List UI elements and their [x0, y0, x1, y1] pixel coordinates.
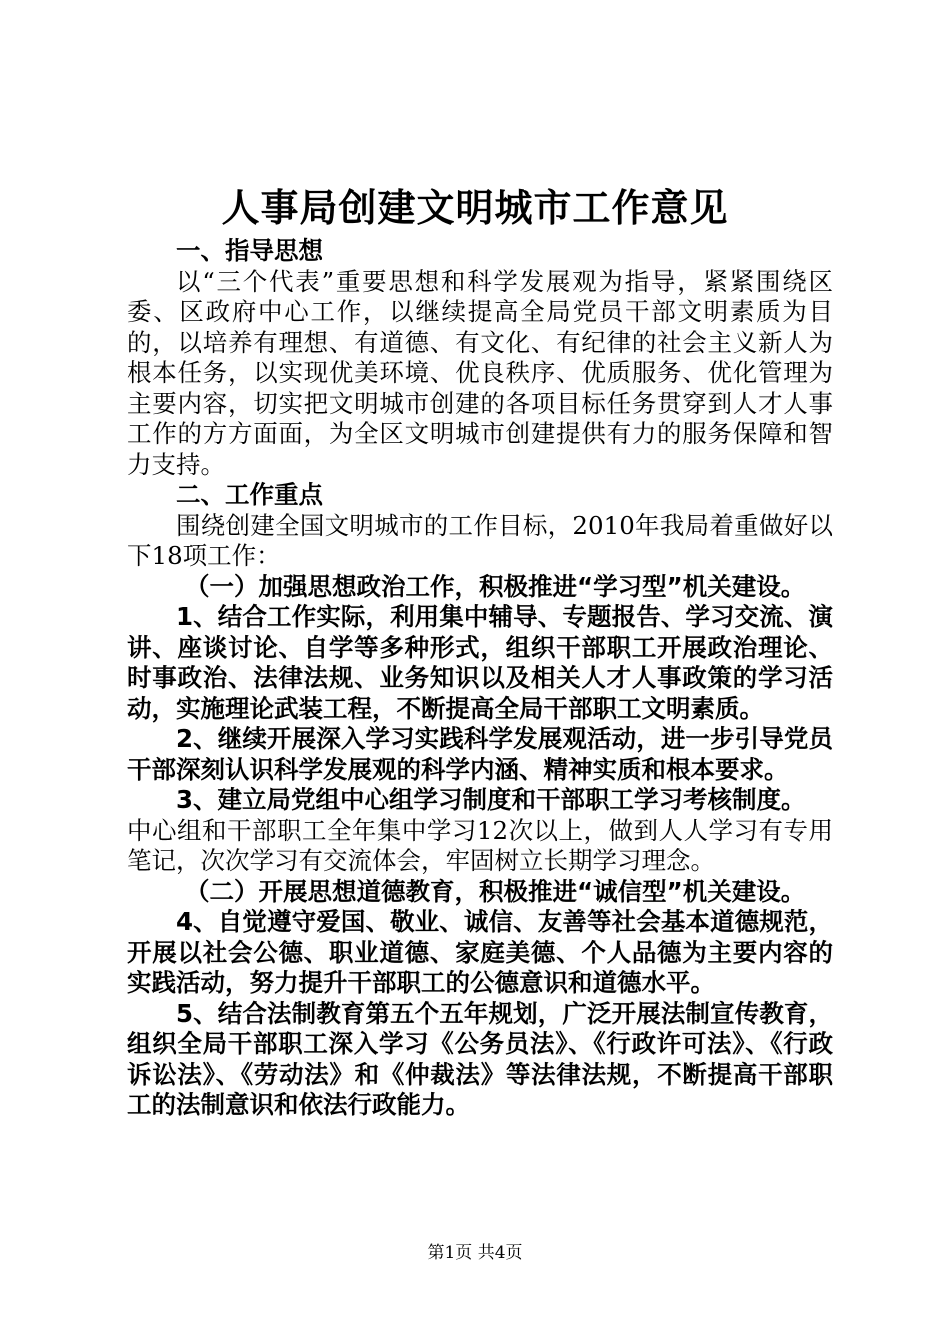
paragraph-guiding-ideology: 以“三个代表”重要思想和科学发展观为指导，紧紧围绕区委、区政府中心工作，以继续提高全局党员干部文明素质为目的，以培养有理想、有道德、有文化、有纪律的社会主义新人为根本任务，以实现优美环境、优良秩序、优质服务、优化管理为主要内容，切实把文明城市创建的各项目标任务贯穿到人才人事工作的方方面面，为全区文明城市创建提供有力的服务保障和智力支持。 — [127, 266, 833, 479]
item-1: 1、结合工作实际，利用集中辅导、专题报告、学习交流、演讲、座谈讨论、自学等多种形式，组织干部职工开展政治理论、时事政治、法律法规、业务知识以及相关人才人事政策的学习活动，实施理论武装工程，不断提高全局干部职工文明素质。 — [127, 602, 833, 723]
item-5: 5、结合法制教育第五个五年规划，广泛开展法制宣传教育，组织全局干部职工深入学习《公务员法》、《行政许可法》、《行政诉讼法》、《劳动法》和《仲裁法》等法律法规，不断提高干部职工的法制意识和依法行政能力。 — [127, 998, 833, 1119]
item-2: 2、继续开展深入学习实践科学发展观活动，进一步引导党员干部深刻认识科学发展观的科学内涵、精神实质和根本要求。 — [127, 724, 833, 784]
page-number: 第1页 共4页 — [427, 1243, 523, 1263]
document-title: 人事局创建文明城市工作意见 — [221, 185, 729, 230]
section-heading-guiding-ideology: 一、指导思想 — [176, 236, 323, 265]
item-4: 4、自觉遵守爱国、敬业、诚信、友善等社会基本道德规范，开展以社会公德、职业道德、家庭美德、个人品德为主要内容的实践活动，努力提升干部职工的公德意识和道德水平。 — [127, 907, 833, 997]
item-3: 3、建立局党组中心组学习制度和干部职工学习考核制度。 — [176, 785, 806, 814]
paragraph-work-focus-intro: 围绕创建全国文明城市的工作目标，2010年我局着重做好以下18项工作： — [127, 510, 833, 570]
subsection-heading-2: （二）开展思想道德教育，积极推进“诚信型”机关建设。 — [185, 876, 806, 906]
item-3-continued: 中心组和干部职工全年集中学习12次以上，做到人人学习有专用笔记，次次学习有交流体会，牢固树立长期学习理念。 — [127, 815, 833, 875]
document-body — [127, 236, 833, 1121]
section-heading-work-focus: 二、工作重点 — [176, 480, 323, 509]
subsection-heading-1: （一）加强思想政治工作，积极推进“学习型”机关建设。 — [185, 571, 806, 601]
